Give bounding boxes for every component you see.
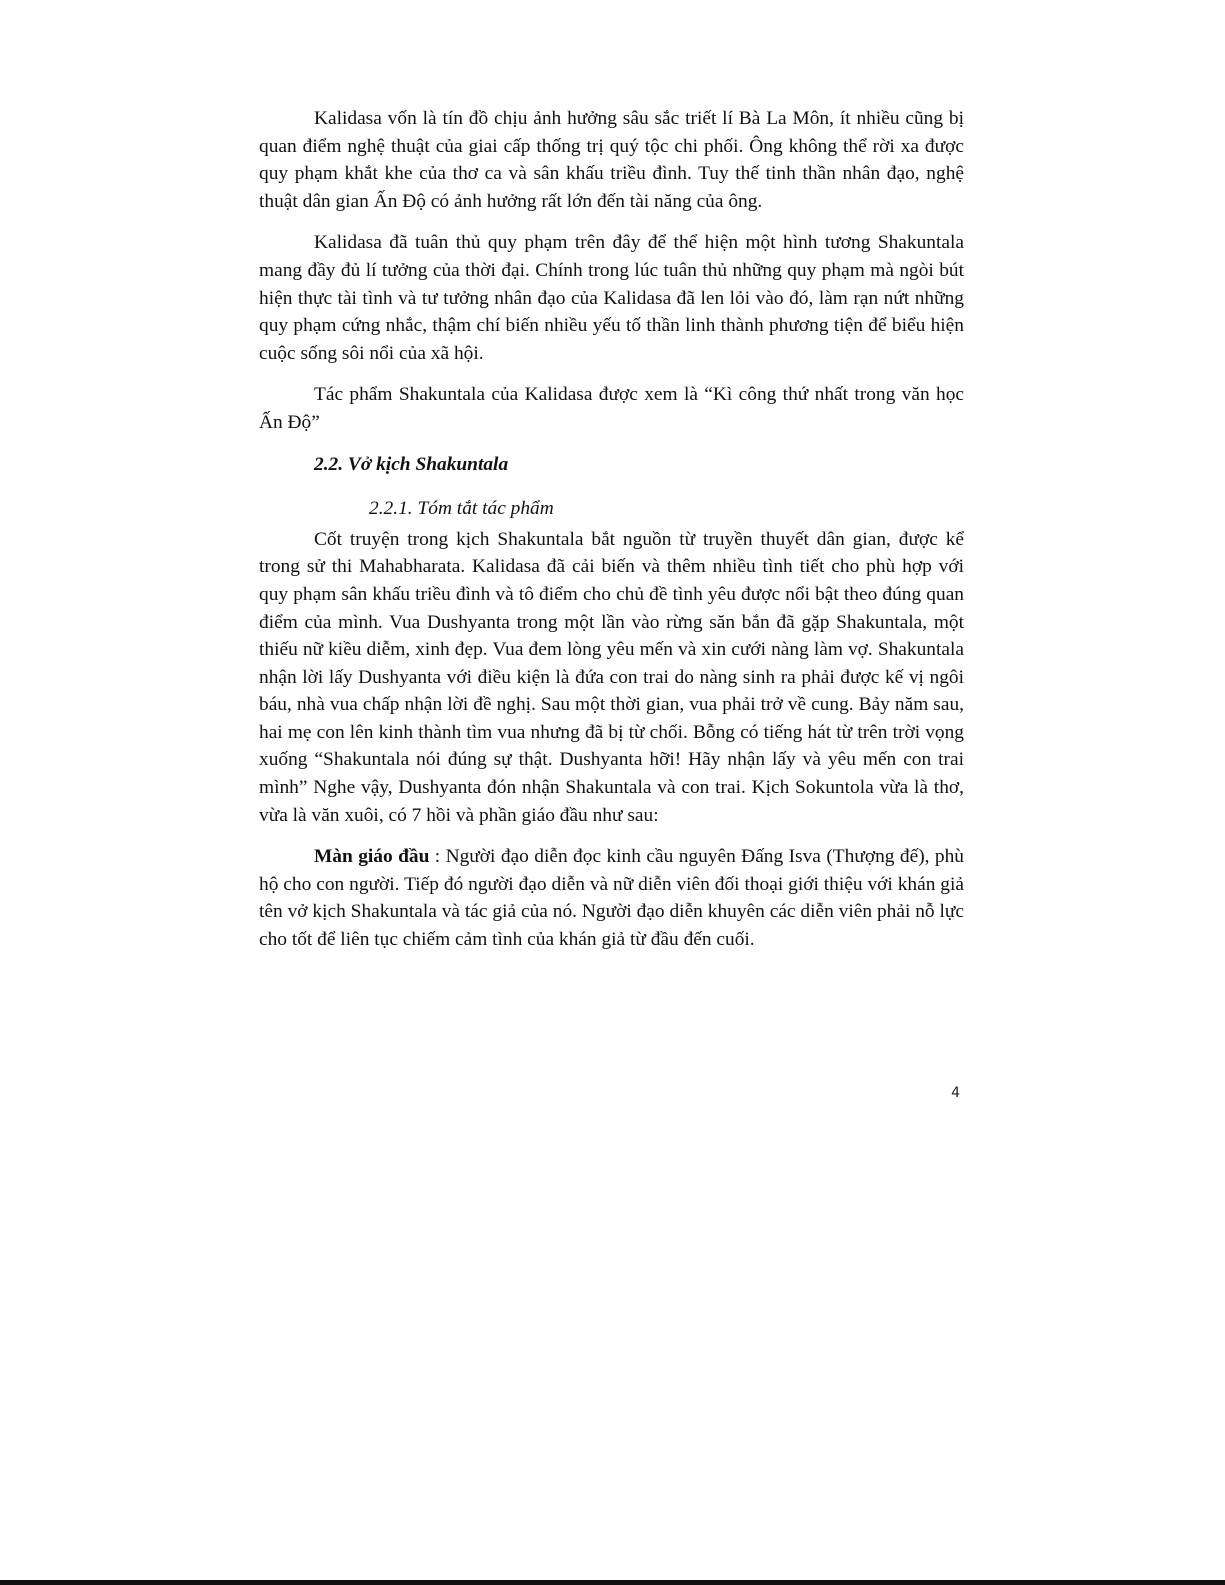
prologue-text: : Người đạo diễn đọc kinh cầu nguyên Đấng Isva (Thượng đế), phù hộ cho con người. Tiếp đó người đạo diễn và nữ diễn viên đối thoại giới thiệu với khán giả tên vở kịch Shakuntala và tác giả của nó. Người đạo diễn khuyên các diễn viên phải nỗ lực cho tốt để liên tục chiếm cảm tình của khán giả từ đầu đến cuối. bbox=[259, 846, 965, 951]
paragraph-3: Tác phẩm Shakuntala của Kalidasa được xem là “Kì công thứ nhất trong văn học Ấn Độ” bbox=[259, 384, 964, 433]
bottom-edge-rule bbox=[0, 1580, 1225, 1585]
prologue-label: Màn giáo đầu bbox=[314, 846, 430, 868]
page-number: 4 bbox=[951, 1085, 960, 1101]
paragraph-summary: Cốt truyện trong kịch Shakuntala bắt nguồn từ truyền thuyết dân gian, được kể trong sử thi Mahabharata. Kalidasa đã cải biến và thêm nhiều tình tiết cho phù hợp với quy phạm sân khấu triều đình và tô điểm cho chủ đề tình yêu được nổi bật theo đúng quan điểm của mình. Vua Dushyanta trong một lần vào rừng săn bắn đã gặp Shakuntala, một thiếu nữ kiều diễm, xinh đẹp. Vua đem lòng yêu mến và xin cưới nàng làm vợ. Shakuntala nhận lời lấy Dushyanta với điều kiện là đứa con trai do nàng sinh ra phải được kế vị ngôi báu, nhà vua chấp nhận lời đề nghị. Sau một thời gian, vua phải trở về cung. Bảy năm sau, hai mẹ con lên kinh thành tìm vua nhưng đã bị từ chối. Bỗng có tiếng hát từ trên trời vọng xuống “Shakuntala nói đúng sự thật. Dushyanta hỡi! Hãy nhận lấy và yêu mến con trai mình” Nghe vậy, Dushyanta đón nhận Shakuntala và con trai. Kịch Sokuntola vừa là thơ, vừa là văn xuôi, có 7 hồi và phần giáo đầu như sau: bbox=[259, 528, 964, 826]
paragraph-2: Kalidasa đã tuân thủ quy phạm trên đây để thể hiện một hình tương Shakuntala mang đầy đủ lí tưởng của thời đại. Chính trong lúc tuân thủ những quy phạm mà ngòi bút hiện thực tài tình và tư tưởng nhân đạo của Kalidasa đã len lỏi vào đó, làm rạn nứt những quy phạm cứng nhắc, thậm chí biến nhiều yếu tố thần linh thành phương tiện để biểu hiện cuộc sống sôi nổi của xã hội. bbox=[259, 232, 964, 364]
page-body bbox=[259, 105, 964, 954]
subsection-heading-2-2-1: 2.2.1. Tóm tắt tác phẩm bbox=[369, 498, 554, 520]
paragraph-prologue bbox=[259, 843, 964, 953]
section-heading-2-2: 2.2. Vở kịch Shakuntala bbox=[314, 453, 509, 475]
paragraph-1: Kalidasa vốn là tín đồ chịu ảnh hưởng sâu sắc triết lí Bà La Môn, ít nhiều cũng bị quan điểm nghệ thuật của giai cấp thống trị quý tộc chi phối. Ông không thể rời xa được quy phạm khắt khe của thơ ca và sân khấu triều đình. Tuy thế tinh thần nhân đạo, nghệ thuật dân gian Ấn Độ có ảnh hưởng rất lớn đến tài năng của ông. bbox=[259, 108, 964, 212]
